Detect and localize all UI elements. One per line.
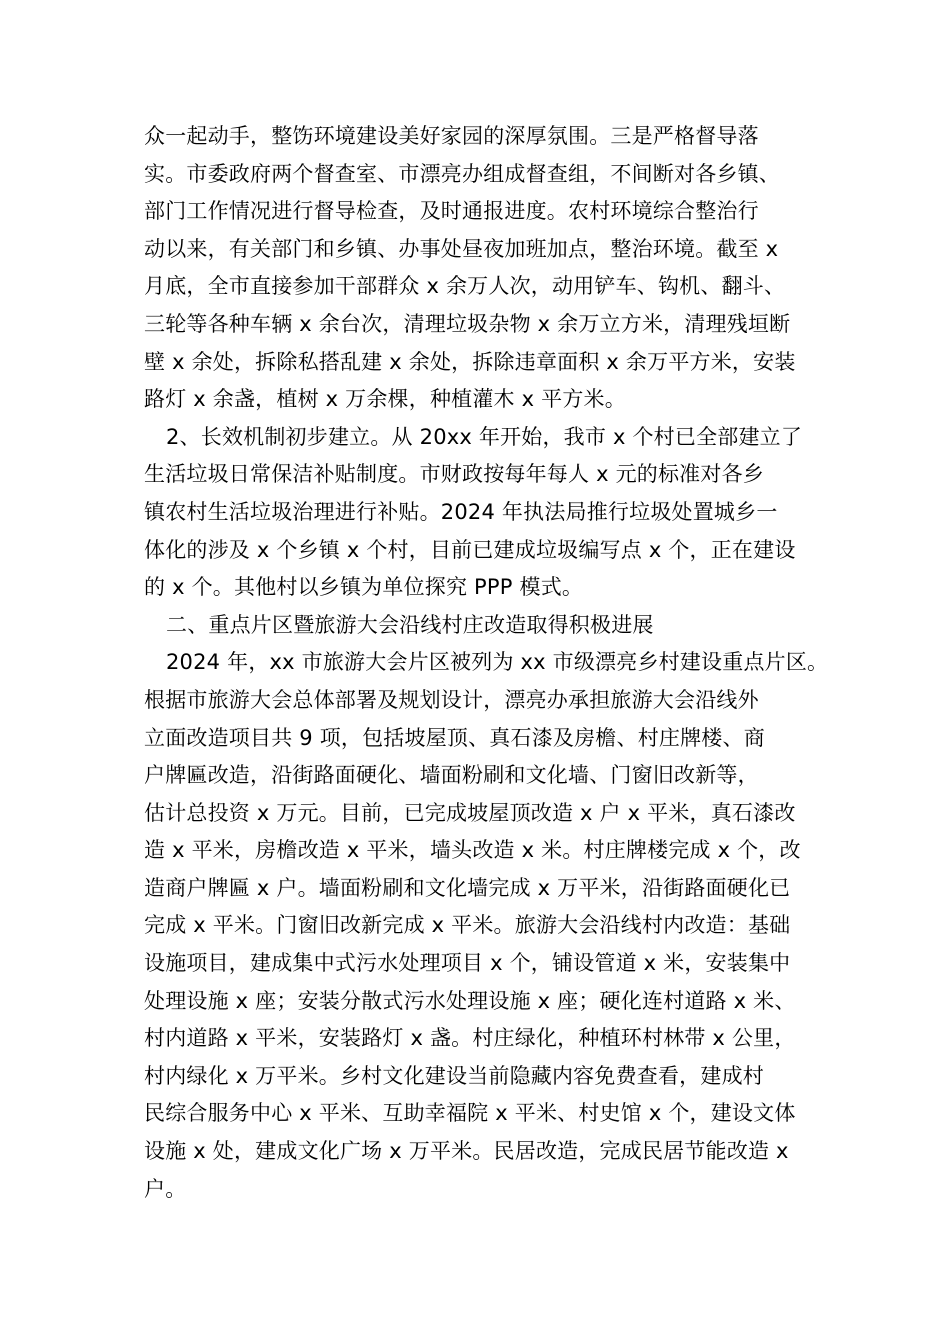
text-line: 镇农村生活垃圾治理进行补贴。2024 年执法局推行垃圾处置城乡一 bbox=[144, 499, 778, 524]
text-line: 户。 bbox=[144, 1176, 187, 1201]
text-line: 估计总投资 x 万元。目前，已完成坡屋顶改造 x 户 x 平米，真石漆改 bbox=[144, 800, 796, 825]
text-line: 2024 年，xx 市旅游大会片区被列为 xx 市级漂亮乡村建设重点片区。 bbox=[166, 650, 829, 675]
document-body bbox=[144, 118, 829, 1208]
text-line: 三轮等各种车辆 x 余台次，清理垃圾杂物 x 余万立方米，清理残垣断 bbox=[144, 311, 791, 336]
text-line: 壁 x 余处，拆除私搭乱建 x 余处，拆除违章面积 x 余万平方米，安装 bbox=[144, 349, 796, 374]
text-line: 部门工作情况进行督导检查，及时通报进度。农村环境综合整治行 bbox=[144, 199, 759, 224]
text-line: 造商户牌匾 x 户。墙面粉刷和文化墙完成 x 万平米，沿街路面硬化已 bbox=[144, 875, 791, 900]
paragraph-key-area-renovation bbox=[144, 644, 829, 1208]
text-line: 民综合服务中心 x 平米、互助幸福院 x 平米、村史馆 x 个，建设文体 bbox=[144, 1101, 796, 1126]
text-line: 的 x 个。其他村以乡镇为单位探究 PPP 模式。 bbox=[144, 575, 584, 600]
text-line: 月底，全市直接参加干部群众 x 余万人次，动用铲车、钩机、翻斗、 bbox=[144, 274, 786, 299]
text-line: 处理设施 x 座；安装分散式污水处理设施 x 座；硬化连村道路 x 米、 bbox=[144, 988, 796, 1013]
text-line: 完成 x 平米。门窗旧改新完成 x 平米。旅游大会沿线村内改造：基础 bbox=[144, 913, 791, 938]
text-line: 造 x 平米，房檐改造 x 平米，墙头改造 x 米。村庄牌楼完成 x 个，改 bbox=[144, 838, 801, 863]
paragraph-long-term-mechanism bbox=[144, 419, 824, 607]
text-line: 立面改造项目共 9 项，包括坡屋顶、真石漆及房檐、村庄牌楼、商 bbox=[144, 725, 765, 750]
text-line: 设施项目，建成集中式污水处理项目 x 个，铺设管道 x 米，安装集中 bbox=[144, 951, 791, 976]
text-line: 村内道路 x 平米，安装路灯 x 盏。村庄绿化，种植环村林带 x 公里， bbox=[144, 1026, 796, 1051]
text-line: 动以来，有关部门和乡镇、办事处昼夜加班加点，整治环境。截至 x bbox=[144, 236, 779, 261]
heading-line: 二、重点片区暨旅游大会沿线村庄改造取得积极进展 bbox=[166, 612, 654, 637]
text-line: 众一起动手，整饬环境建设美好家园的深厚氛围。三是严格督导落 bbox=[144, 124, 759, 148]
text-line: 村内绿化 x 万平米。乡村文化建设当前隐藏内容免费查看，建成村 bbox=[144, 1063, 764, 1088]
section-heading bbox=[144, 607, 824, 645]
text-line: 体化的涉及 x 个乡镇 x 个村，目前已建成垃圾编写点 x 个，正在建设 bbox=[144, 537, 796, 562]
text-line: 路灯 x 余盏，植树 x 万余棵，种植灌木 x 平方米。 bbox=[144, 387, 626, 412]
text-line: 2、长效机制初步建立。从 20xx 年开始，我市 x 个村已全部建立了 bbox=[166, 424, 803, 449]
paragraph-environment-supervision bbox=[144, 118, 824, 419]
text-line: 户牌匾改造，沿街路面硬化、墙面粉刷和文化墙、门窗旧改新等， bbox=[144, 763, 759, 788]
text-line: 设施 x 处，建成文化广场 x 万平米。民居改造，完成民居节能改造 x bbox=[144, 1139, 789, 1164]
text-line: 实。市委政府两个督查室、市漂亮办组成督查组，不间断对各乡镇、 bbox=[144, 161, 780, 186]
text-line: 生活垃圾日常保洁补贴制度。市财政按每年每人 x 元的标准对各乡 bbox=[144, 462, 764, 487]
text-line: 根据市旅游大会总体部署及规划设计，漂亮办承担旅游大会沿线外 bbox=[144, 687, 759, 712]
